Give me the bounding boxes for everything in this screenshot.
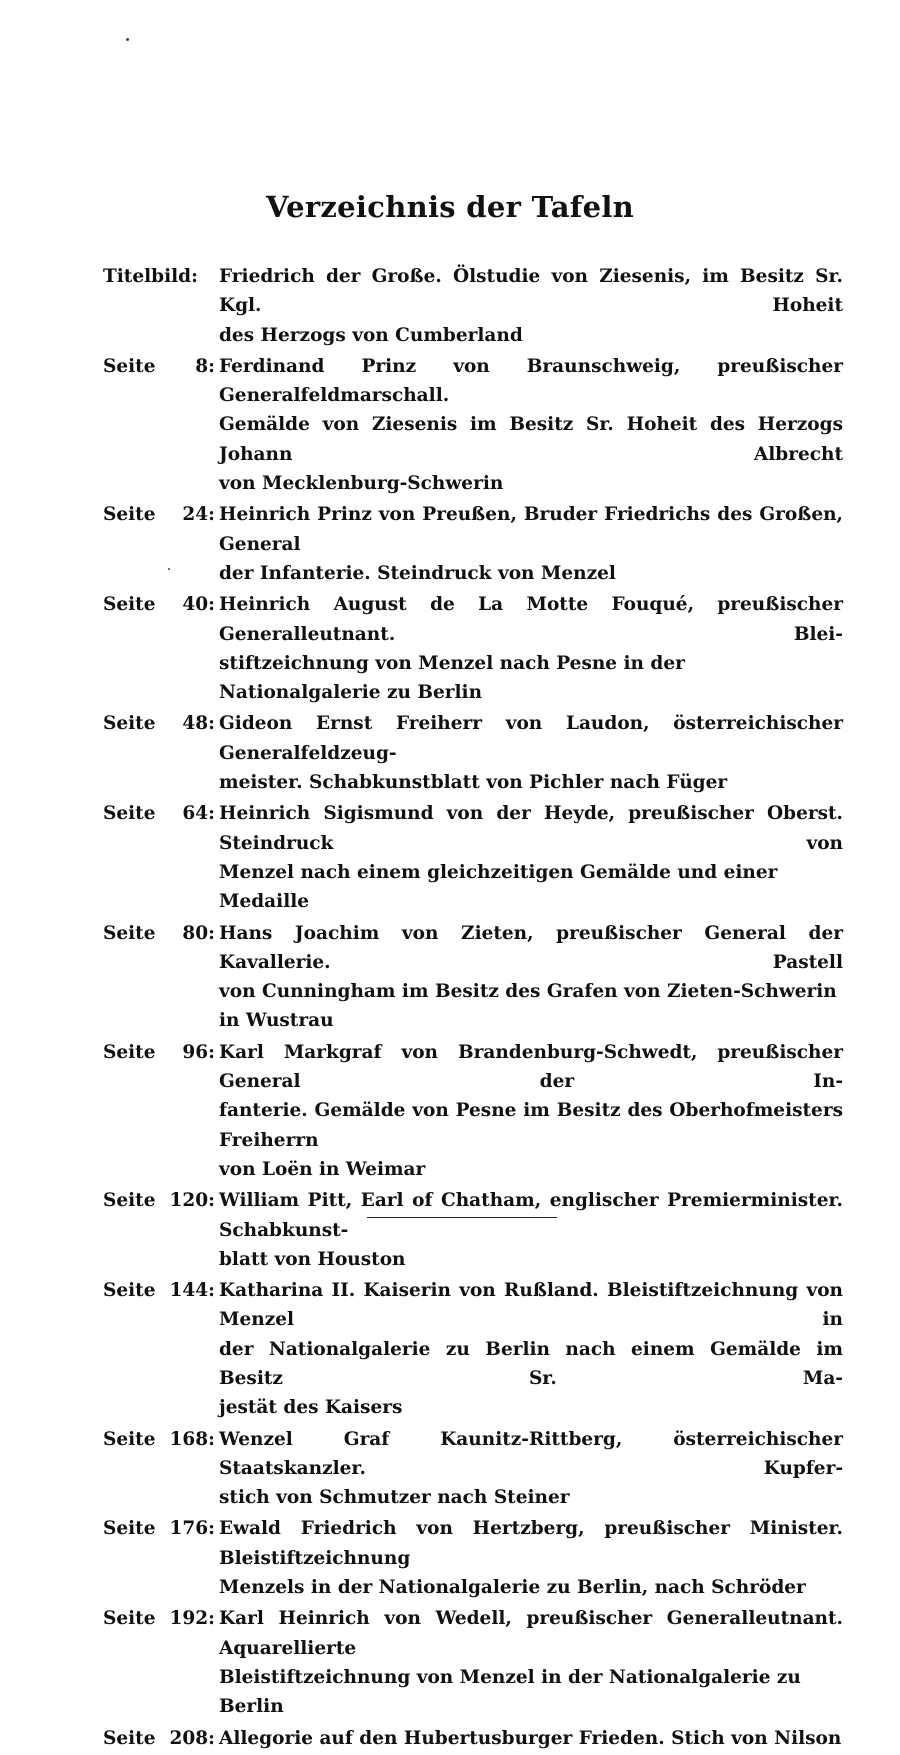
plate-description-line: von Mecklenburg-Schwerin xyxy=(219,473,504,495)
plate-description-line: Wenzel Graf Kaunitz-Rittberg, österreichischer Staatskanzler. Kupfer- xyxy=(219,1428,843,1479)
plate-label-word: Seite xyxy=(103,1190,156,1212)
plate-label xyxy=(103,1604,215,1633)
plate-entry xyxy=(103,1514,843,1602)
plate-description-line: Heinrich August de La Motte Fouqué, preußischer Generalleutnant. Blei- xyxy=(219,594,843,645)
plate-label xyxy=(103,799,215,828)
plate-label xyxy=(103,1514,215,1543)
plate-description-line: Katharina II. Kaiserin von Rußland. Bleistiftzeichnung von Menzel in xyxy=(219,1280,843,1331)
plate-label-word: Seite xyxy=(103,1041,156,1063)
closing-rule xyxy=(367,1217,557,1218)
plate-page-number: 96: xyxy=(182,1041,215,1063)
plate-description xyxy=(215,709,843,797)
plate-description xyxy=(215,1604,843,1721)
plate-label-word: Seite xyxy=(103,1518,156,1540)
plate-label xyxy=(103,709,215,738)
plate-description-line: von Loën in Weimar xyxy=(219,1158,426,1180)
plate-description-line: Gideon Ernst Freiherr von Laudon, österreichischer Generalfeldzeug- xyxy=(219,713,843,764)
plate-page-number: 144: xyxy=(169,1280,215,1302)
plate-description-line: Hans Joachim von Zieten, preußischer General der Kavallerie. Pastell xyxy=(219,922,843,973)
plate-page-number: 48: xyxy=(182,713,215,735)
plate-entry xyxy=(103,1425,843,1513)
plate-label xyxy=(103,1186,215,1215)
plate-description xyxy=(215,919,843,1036)
plate-description xyxy=(215,799,843,916)
plate-page-number: 176: xyxy=(169,1518,215,1540)
page-title: Verzeichnis der Tafeln xyxy=(265,190,635,224)
plate-description-line: Karl Markgraf von Brandenburg-Schwedt, preußischer General der In- xyxy=(219,1041,843,1093)
plate-description-line: William Pitt, Earl of Chatham, englischer Premierminister. Schabkunst- xyxy=(219,1190,843,1241)
plate-label-word: Seite xyxy=(103,1280,156,1302)
plate-description xyxy=(215,1724,843,1753)
plate-page-number: 64: xyxy=(182,803,215,825)
plate-page-number: 208: xyxy=(169,1727,215,1749)
plate-description-line: Allegorie auf den Hubertusburger Frieden. Stich von Nilson xyxy=(219,1727,842,1749)
plate-entry xyxy=(103,709,843,797)
plate-description-line: Ferdinand Prinz von Braunschweig, preußischer Generalfeldmarschall. xyxy=(219,355,843,407)
plate-label-word: Seite xyxy=(103,713,156,735)
plate-entry xyxy=(103,919,843,1036)
plate-label xyxy=(103,1038,215,1067)
plate-description-line: von Cunningham im Besitz des Grafen von Zieten-Schwerin in Wustrau xyxy=(219,981,837,1032)
plate-page-number: 168: xyxy=(169,1428,215,1450)
plate-label-word: Seite xyxy=(103,922,156,944)
plate-label-word: Seite xyxy=(103,355,156,377)
plate-description xyxy=(215,1038,843,1184)
plate-label xyxy=(103,590,215,619)
plate-page-number: 24: xyxy=(182,504,215,526)
paper-speck xyxy=(126,38,129,41)
plate-description-line: Menzel nach einem gleichzeitigen Gemälde und einer Medaille xyxy=(219,861,778,913)
plate-label-word: Seite xyxy=(103,594,156,616)
plate-page-number: 40: xyxy=(182,594,215,616)
plate-entry xyxy=(103,1604,843,1721)
plate-description-line: Bleistiftzeichnung von Menzel in der Nationalgalerie zu Berlin xyxy=(219,1666,801,1718)
plate-entry xyxy=(103,500,843,588)
plate-entry xyxy=(103,1038,843,1184)
plate-description-line: stich von Schmutzer nach Steiner xyxy=(219,1487,570,1509)
plate-label xyxy=(103,919,215,948)
plate-description xyxy=(215,1425,843,1513)
plate-description-line: der Nationalgalerie zu Berlin nach einem Gemälde im Besitz Sr. Ma- xyxy=(219,1338,843,1389)
plate-description-line: blatt von Houston xyxy=(219,1248,406,1270)
plate-description xyxy=(215,590,843,707)
plate-label-word: Seite xyxy=(103,803,156,825)
plate-description-line: Friedrich der Große. Ölstudie von Ziesenis, im Besitz Sr. Kgl. Hoheit xyxy=(219,266,843,317)
plate-page-number: 192: xyxy=(169,1608,215,1630)
plate-description xyxy=(215,1276,843,1422)
plate-page-number: 120: xyxy=(169,1190,215,1212)
plate-label xyxy=(103,1425,215,1454)
plate-description-line: Heinrich Sigismund von der Heyde, preußischer Oberst. Steindruck von xyxy=(219,803,843,854)
plate-entry xyxy=(103,352,843,498)
plate-entry xyxy=(103,1724,843,1753)
plate-page-number: 8: xyxy=(195,355,215,377)
plate-description-line: stiftzeichnung von Menzel nach Pesne in der Nationalgalerie zu Berlin xyxy=(219,652,685,704)
plate-description-line: Karl Heinrich von Wedell, preußischer Generalleutnant. Aquarellierte xyxy=(219,1608,843,1659)
plate-description xyxy=(215,1186,843,1274)
plate-label xyxy=(103,352,215,381)
plate-label-word: Seite xyxy=(103,1428,156,1450)
plate-label xyxy=(103,1276,215,1305)
plate-description-line: Menzels in der Nationalgalerie zu Berlin, nach Schröder xyxy=(219,1577,806,1599)
plate-description-line: Ewald Friedrich von Hertzberg, preußischer Minister. Bleistiftzeichnung xyxy=(219,1518,843,1569)
plate-description-line: meister. Schabkunstblatt von Pichler nach Füger xyxy=(219,772,728,794)
plate-description-line: Heinrich Prinz von Preußen, Bruder Friedrichs des Großen, General xyxy=(219,504,843,555)
plate-description-line: jestät des Kaisers xyxy=(219,1397,403,1419)
plate-page-number: 80: xyxy=(182,922,215,944)
plate-entry xyxy=(103,1186,843,1274)
plate-label-word: Seite xyxy=(103,504,156,526)
plate-description-line: Gemälde von Ziesenis im Besitz Sr. Hoheit des Herzogs Johann Albrecht xyxy=(219,414,843,465)
plate-description-line: der Infanterie. Steindruck von Menzel xyxy=(219,562,616,584)
plate-label-word: Seite xyxy=(103,1727,156,1749)
plate-description-line: fanterie. Gemälde von Pesne im Besitz des Oberhofmeisters Freiherrn xyxy=(219,1100,843,1151)
plate-entry xyxy=(103,590,843,707)
plate-label-word: Seite xyxy=(103,1608,156,1630)
plate-label xyxy=(103,500,215,529)
plate-description xyxy=(215,1514,843,1602)
plates-list xyxy=(103,262,843,1755)
plate-entry xyxy=(103,799,843,916)
plate-description-line: des Herzogs von Cumberland xyxy=(219,324,523,346)
plate-description xyxy=(215,500,843,588)
plate-description xyxy=(215,262,843,350)
plate-description xyxy=(215,352,843,498)
plate-entry xyxy=(103,262,843,350)
plate-label xyxy=(103,262,215,291)
plate-label-word: Titelbild: xyxy=(103,266,198,287)
plate-entry xyxy=(103,1276,843,1422)
plate-label xyxy=(103,1724,215,1753)
